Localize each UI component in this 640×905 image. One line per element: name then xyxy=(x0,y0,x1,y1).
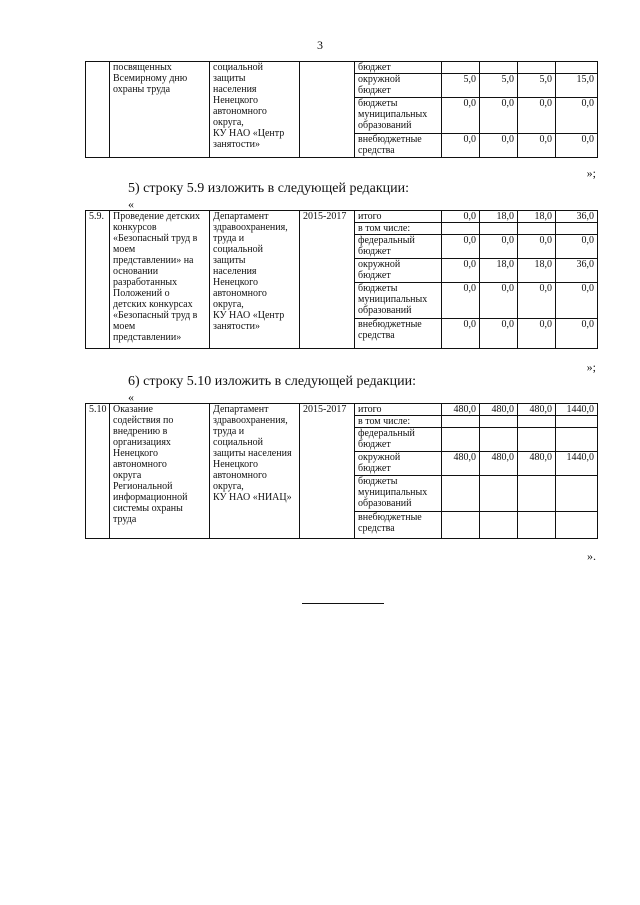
funding-source-cell: внебюджетные средства xyxy=(355,512,442,539)
value-cell: 18,0 xyxy=(518,211,556,223)
value-cell xyxy=(442,416,480,428)
value-cell: 0,0 xyxy=(556,134,598,158)
value-cell: 480,0 xyxy=(480,404,518,416)
activity-name-cell: Проведение детских конкурсов «Безопасный труд в моем представлении» на основании разработанных Положений о детских конкурсах «Безопасный труд в моем представлении» xyxy=(110,211,210,349)
funding-source-cell: бюджеты муниципальных образований xyxy=(355,98,442,134)
value-cell xyxy=(480,512,518,539)
closing-quote: ». xyxy=(587,549,596,563)
value-cell xyxy=(518,223,556,235)
funding-source-cell: в том числе: xyxy=(355,223,442,235)
value-cell: 36,0 xyxy=(556,211,598,223)
value-cell xyxy=(442,512,480,539)
row-5-10-table xyxy=(85,403,598,539)
period-cell: 2015-2017 xyxy=(300,404,355,539)
value-cell: 0,0 xyxy=(518,319,556,349)
closing-quote: »; xyxy=(586,166,596,180)
value-cell xyxy=(442,62,480,74)
funding-source-cell: итого xyxy=(355,211,442,223)
value-cell xyxy=(480,416,518,428)
value-cell: 0,0 xyxy=(442,211,480,223)
page-number: 3 xyxy=(317,38,323,52)
value-cell: 0,0 xyxy=(480,235,518,259)
funding-source-cell: окружной бюджет xyxy=(355,74,442,98)
funding-source-cell: бюджет xyxy=(355,62,442,74)
executor-cell: Департамент здравоохранения, труда и социальной защиты населения Ненецкого автономного округа, КУ НАО «НИАЦ» xyxy=(210,404,300,539)
executor-cell: Департамент здравоохранения, труда и социальной защиты населения Ненецкого автономного округа, КУ НАО «Центр занятости» xyxy=(210,211,300,349)
row-5-9-table xyxy=(85,210,598,349)
value-cell: 0,0 xyxy=(556,98,598,134)
period-cell xyxy=(300,62,355,158)
value-cell xyxy=(442,223,480,235)
value-cell: 18,0 xyxy=(480,211,518,223)
funding-source-cell: окружной бюджет xyxy=(355,259,442,283)
value-cell: 5,0 xyxy=(480,74,518,98)
value-cell: 0,0 xyxy=(442,259,480,283)
funding-source-cell: итого xyxy=(355,404,442,416)
row-number-cell: 5.10 xyxy=(86,404,110,539)
value-cell: 0,0 xyxy=(556,235,598,259)
funding-source-cell: бюджеты муниципальных образований xyxy=(355,283,442,319)
value-cell: 480,0 xyxy=(480,452,518,476)
value-cell: 480,0 xyxy=(518,404,556,416)
value-cell xyxy=(518,476,556,512)
value-cell: 1440,0 xyxy=(556,452,598,476)
funding-source-cell: окружной бюджет xyxy=(355,452,442,476)
row-number-cell xyxy=(86,62,110,158)
value-cell: 0,0 xyxy=(480,319,518,349)
value-cell xyxy=(518,428,556,452)
value-cell: 36,0 xyxy=(556,259,598,283)
activity-name-cell: Оказание содействия по внедрению в организациях Ненецкого автономного округа Региональной информационной системы охраны труда xyxy=(110,404,210,539)
value-cell xyxy=(480,223,518,235)
value-cell: 0,0 xyxy=(442,283,480,319)
value-cell: 5,0 xyxy=(518,74,556,98)
value-cell: 0,0 xyxy=(480,98,518,134)
value-cell xyxy=(556,416,598,428)
value-cell xyxy=(480,62,518,74)
value-cell: 1440,0 xyxy=(556,404,598,416)
value-cell: 18,0 xyxy=(518,259,556,283)
funding-source-cell: внебюджетные средства xyxy=(355,134,442,158)
value-cell xyxy=(556,476,598,512)
value-cell: 0,0 xyxy=(556,283,598,319)
value-cell: 0,0 xyxy=(480,283,518,319)
value-cell: 5,0 xyxy=(442,74,480,98)
continuation-table xyxy=(85,61,598,158)
row-number-cell: 5.9. xyxy=(86,211,110,349)
value-cell: 480,0 xyxy=(518,452,556,476)
value-cell: 0,0 xyxy=(442,319,480,349)
value-cell xyxy=(556,428,598,452)
value-cell xyxy=(556,512,598,539)
value-cell: 15,0 xyxy=(556,74,598,98)
value-cell xyxy=(518,416,556,428)
executor-cell: социальной защиты населения Ненецкого автономного округа, КУ НАО «Центр занятости» xyxy=(210,62,300,158)
value-cell: 0,0 xyxy=(518,98,556,134)
section-heading-6: 6) строку 5.10 изложить в следующей редакции: xyxy=(128,374,417,389)
value-cell: 0,0 xyxy=(556,319,598,349)
value-cell xyxy=(442,476,480,512)
value-cell: 0,0 xyxy=(442,134,480,158)
value-cell xyxy=(480,476,518,512)
value-cell: 0,0 xyxy=(518,235,556,259)
funding-source-cell: бюджеты муниципальных образований xyxy=(355,476,442,512)
value-cell xyxy=(556,223,598,235)
value-cell xyxy=(556,62,598,74)
value-cell: 0,0 xyxy=(442,98,480,134)
value-cell: 0,0 xyxy=(442,235,480,259)
funding-source-cell: внебюджетные средства xyxy=(355,319,442,349)
value-cell: 480,0 xyxy=(442,404,480,416)
value-cell xyxy=(480,428,518,452)
opening-quote: « xyxy=(128,197,134,211)
section-heading-5: 5) строку 5.9 изложить в следующей редакции: xyxy=(128,181,410,196)
closing-quote: »; xyxy=(586,360,596,374)
value-cell: 0,0 xyxy=(518,283,556,319)
value-cell: 0,0 xyxy=(518,134,556,158)
value-cell xyxy=(442,428,480,452)
funding-source-cell: федеральный бюджет xyxy=(355,235,442,259)
opening-quote: « xyxy=(128,390,134,404)
value-cell: 18,0 xyxy=(480,259,518,283)
funding-source-cell: федеральный бюджет xyxy=(355,428,442,452)
value-cell xyxy=(518,512,556,539)
funding-source-cell: в том числе: xyxy=(355,416,442,428)
value-cell xyxy=(518,62,556,74)
activity-name-cell: посвященных Всемирному дню охраны труда xyxy=(110,62,210,158)
end-divider xyxy=(302,603,384,604)
period-cell: 2015-2017 xyxy=(300,211,355,349)
value-cell: 480,0 xyxy=(442,452,480,476)
value-cell: 0,0 xyxy=(480,134,518,158)
